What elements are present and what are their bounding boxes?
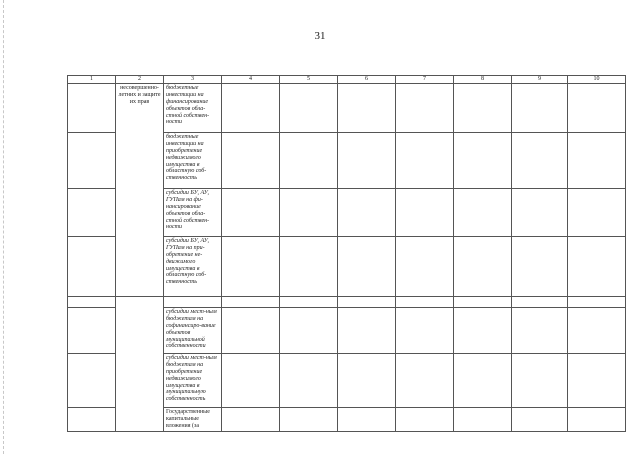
expense-type-cell: субсидии БУ, АУ, ГУПам на фи-нансирование объектов обла-стной собствен-ности bbox=[164, 189, 222, 237]
table-cell bbox=[396, 84, 454, 133]
table-cell bbox=[222, 308, 280, 354]
table-cell bbox=[338, 237, 396, 297]
table-cell bbox=[396, 408, 454, 432]
header-cell: 2 bbox=[116, 76, 164, 84]
table-cell bbox=[512, 297, 568, 308]
expense-type-cell: бюджетные инвестиции на финансирование объектов обла-стной собствен-ности bbox=[164, 84, 222, 133]
table-header-row bbox=[68, 76, 626, 84]
table-cell bbox=[68, 133, 116, 189]
table-cell bbox=[454, 189, 512, 237]
table-cell bbox=[396, 308, 454, 354]
table-cell bbox=[280, 237, 338, 297]
header-cell: 6 bbox=[338, 76, 396, 84]
header-cell: 4 bbox=[222, 76, 280, 84]
table-cell bbox=[568, 133, 626, 189]
table-cell bbox=[396, 133, 454, 189]
header-cell: 1 bbox=[68, 76, 116, 84]
expense-type-cell: Государственные капитальные вложения (за bbox=[164, 408, 222, 432]
table-cell bbox=[512, 308, 568, 354]
table-cell bbox=[338, 408, 396, 432]
table-cell bbox=[454, 354, 512, 408]
expense-type-cell: субсидии мест-ным бюджетам на приобретение недвижимого имущества в муниципальную собственность bbox=[164, 354, 222, 408]
table-row bbox=[68, 84, 626, 133]
table-cell bbox=[512, 237, 568, 297]
table-cell bbox=[568, 308, 626, 354]
table-cell bbox=[68, 308, 116, 354]
document-table bbox=[67, 75, 626, 432]
table-cell bbox=[338, 308, 396, 354]
table-cell bbox=[68, 354, 116, 408]
table-cell bbox=[454, 133, 512, 189]
table-row bbox=[68, 297, 626, 308]
table-cell bbox=[222, 133, 280, 189]
table-cell bbox=[338, 297, 396, 308]
table-cell bbox=[280, 297, 338, 308]
header-cell: 7 bbox=[396, 76, 454, 84]
table-cell bbox=[280, 84, 338, 133]
table-cell bbox=[222, 237, 280, 297]
table-cell bbox=[280, 133, 338, 189]
table-cell bbox=[568, 237, 626, 297]
table-cell bbox=[454, 408, 512, 432]
table-cell bbox=[396, 297, 454, 308]
row-label-cell: несовершенно-летних и защите их прав bbox=[116, 84, 164, 297]
expense-type-cell: субсидии мест-ным бюджетам на софинансиро-вание объектов муниципальной собственности bbox=[164, 308, 222, 354]
table-cell bbox=[396, 354, 454, 408]
table-cell bbox=[280, 308, 338, 354]
expense-type-cell: бюджетные инвестиции на приобретение недвижимого имущества в областную соб-ственность bbox=[164, 133, 222, 189]
table-cell bbox=[222, 84, 280, 133]
header-cell: 5 bbox=[280, 76, 338, 84]
table-cell bbox=[222, 189, 280, 237]
table-cell bbox=[338, 133, 396, 189]
page-binding-edge bbox=[0, 0, 4, 454]
table-cell bbox=[454, 297, 512, 308]
table-cell bbox=[68, 408, 116, 432]
table-cell bbox=[222, 297, 280, 308]
table-cell bbox=[338, 189, 396, 237]
table-cell bbox=[68, 189, 116, 237]
table-cell bbox=[568, 297, 626, 308]
table-cell bbox=[512, 408, 568, 432]
table-cell bbox=[512, 189, 568, 237]
header-cell: 3 bbox=[164, 76, 222, 84]
table-cell bbox=[512, 133, 568, 189]
table-cell bbox=[396, 237, 454, 297]
table-cell bbox=[568, 354, 626, 408]
table-cell bbox=[396, 189, 454, 237]
table-cell bbox=[454, 237, 512, 297]
table-cell bbox=[568, 189, 626, 237]
table-cell bbox=[280, 408, 338, 432]
table-cell bbox=[512, 354, 568, 408]
table-cell bbox=[222, 408, 280, 432]
page-number: 31 bbox=[314, 30, 326, 42]
header-cell: 9 bbox=[512, 76, 568, 84]
expense-type-cell: субсидии БУ, АУ, ГУПам на при-обретение не-движимого имущества в областную соб-ственность bbox=[164, 237, 222, 297]
table-cell bbox=[454, 84, 512, 133]
table-cell bbox=[512, 84, 568, 133]
table-cell bbox=[568, 408, 626, 432]
table-cell bbox=[68, 237, 116, 297]
row-label-cell bbox=[116, 297, 164, 432]
table-cell bbox=[280, 189, 338, 237]
table-cell bbox=[222, 354, 280, 408]
table-cell bbox=[280, 354, 338, 408]
table-cell bbox=[568, 84, 626, 133]
table-cell bbox=[454, 308, 512, 354]
header-cell: 8 bbox=[454, 76, 512, 84]
table-cell bbox=[68, 297, 116, 308]
table-cell bbox=[338, 354, 396, 408]
header-cell: 10 bbox=[568, 76, 626, 84]
expense-type-cell bbox=[164, 297, 222, 308]
table-cell bbox=[338, 84, 396, 133]
table-cell bbox=[68, 84, 116, 133]
